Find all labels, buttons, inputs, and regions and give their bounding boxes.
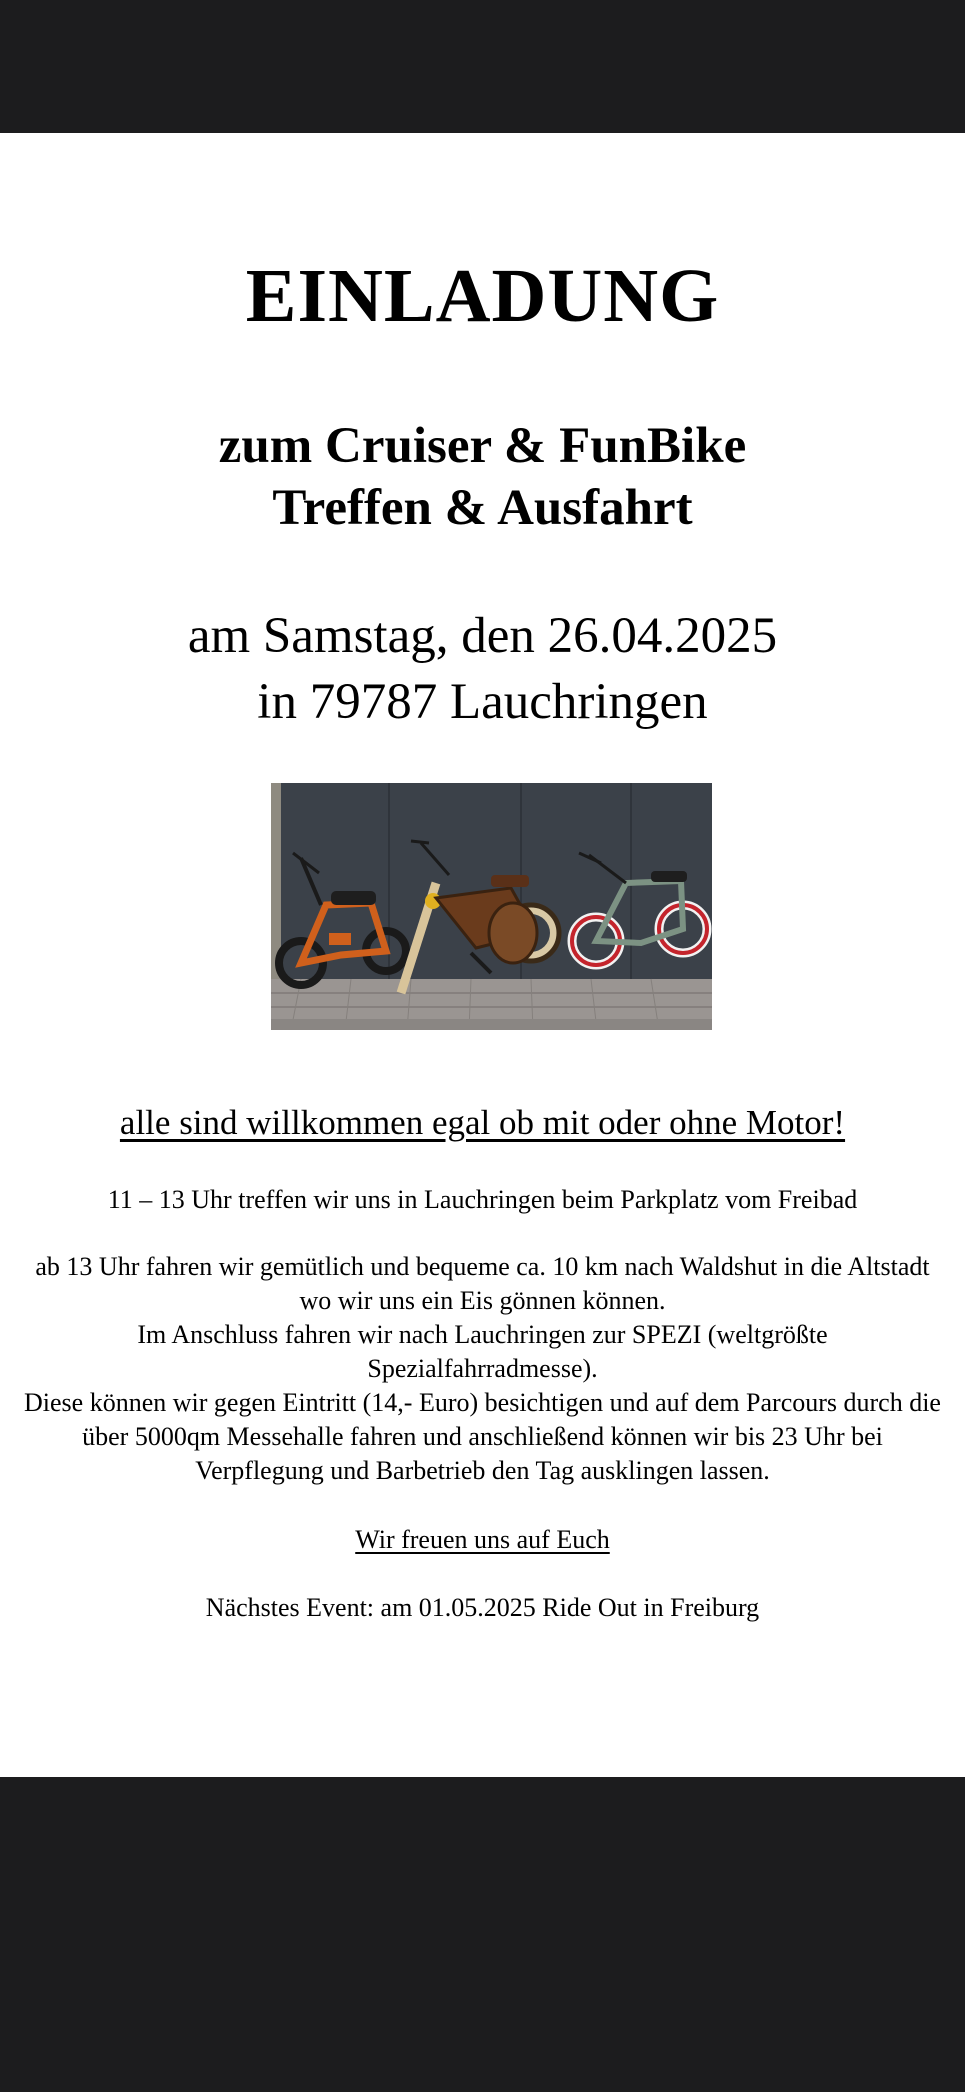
event-date: am Samstag, den 26.04.2025 [187, 608, 778, 664]
description-paragraph-3: Diese können wir gegen Eintritt (14,- Euro) besichtigen und auf dem Parcours durch die über 5000qm Messehalle fahren und anschließend können wir bis 23 Uhr bei Verpflegung und Barbetrieb den Tag ausklingen lassen. [24, 1388, 941, 1485]
description-paragraph-2: Im Anschluss fahren wir nach Lauchringen zur SPEZI (weltgrößte Spezialfahrradmesse). [137, 1320, 828, 1383]
three-cruiser-bikes-photo [271, 783, 712, 1030]
event-subtitle [0, 415, 965, 539]
description-paragraph-1: ab 13 Uhr fahren wir gemütlich und bequeme ca. 10 km nach Waldshut in die Altstadt wo wir uns ein Eis gönnen können. [35, 1252, 930, 1315]
schedule-text: 11 – 13 Uhr treffen wir uns in Lauchringen beim Parkplatz vom Freibad [107, 1185, 858, 1214]
event-description [20, 1250, 945, 1488]
event-location: in 79787 Lauchringen [257, 674, 708, 730]
next-event-note: Nächstes Event: am 01.05.2025 Ride Out in Freiburg [205, 1593, 760, 1622]
event-date-location [0, 603, 965, 735]
closing-note: Wir freuen uns auf Euch [355, 1525, 610, 1554]
subtitle-line-2: Treffen & Ausfahrt [272, 480, 693, 536]
welcome-note: alle sind willkommen egal ob mit oder ohne Motor! [119, 1103, 846, 1142]
page-title: EINLADUNG [245, 254, 720, 338]
invitation-document [0, 133, 965, 1777]
subtitle-line-1: zum Cruiser & FunBike [218, 418, 747, 474]
